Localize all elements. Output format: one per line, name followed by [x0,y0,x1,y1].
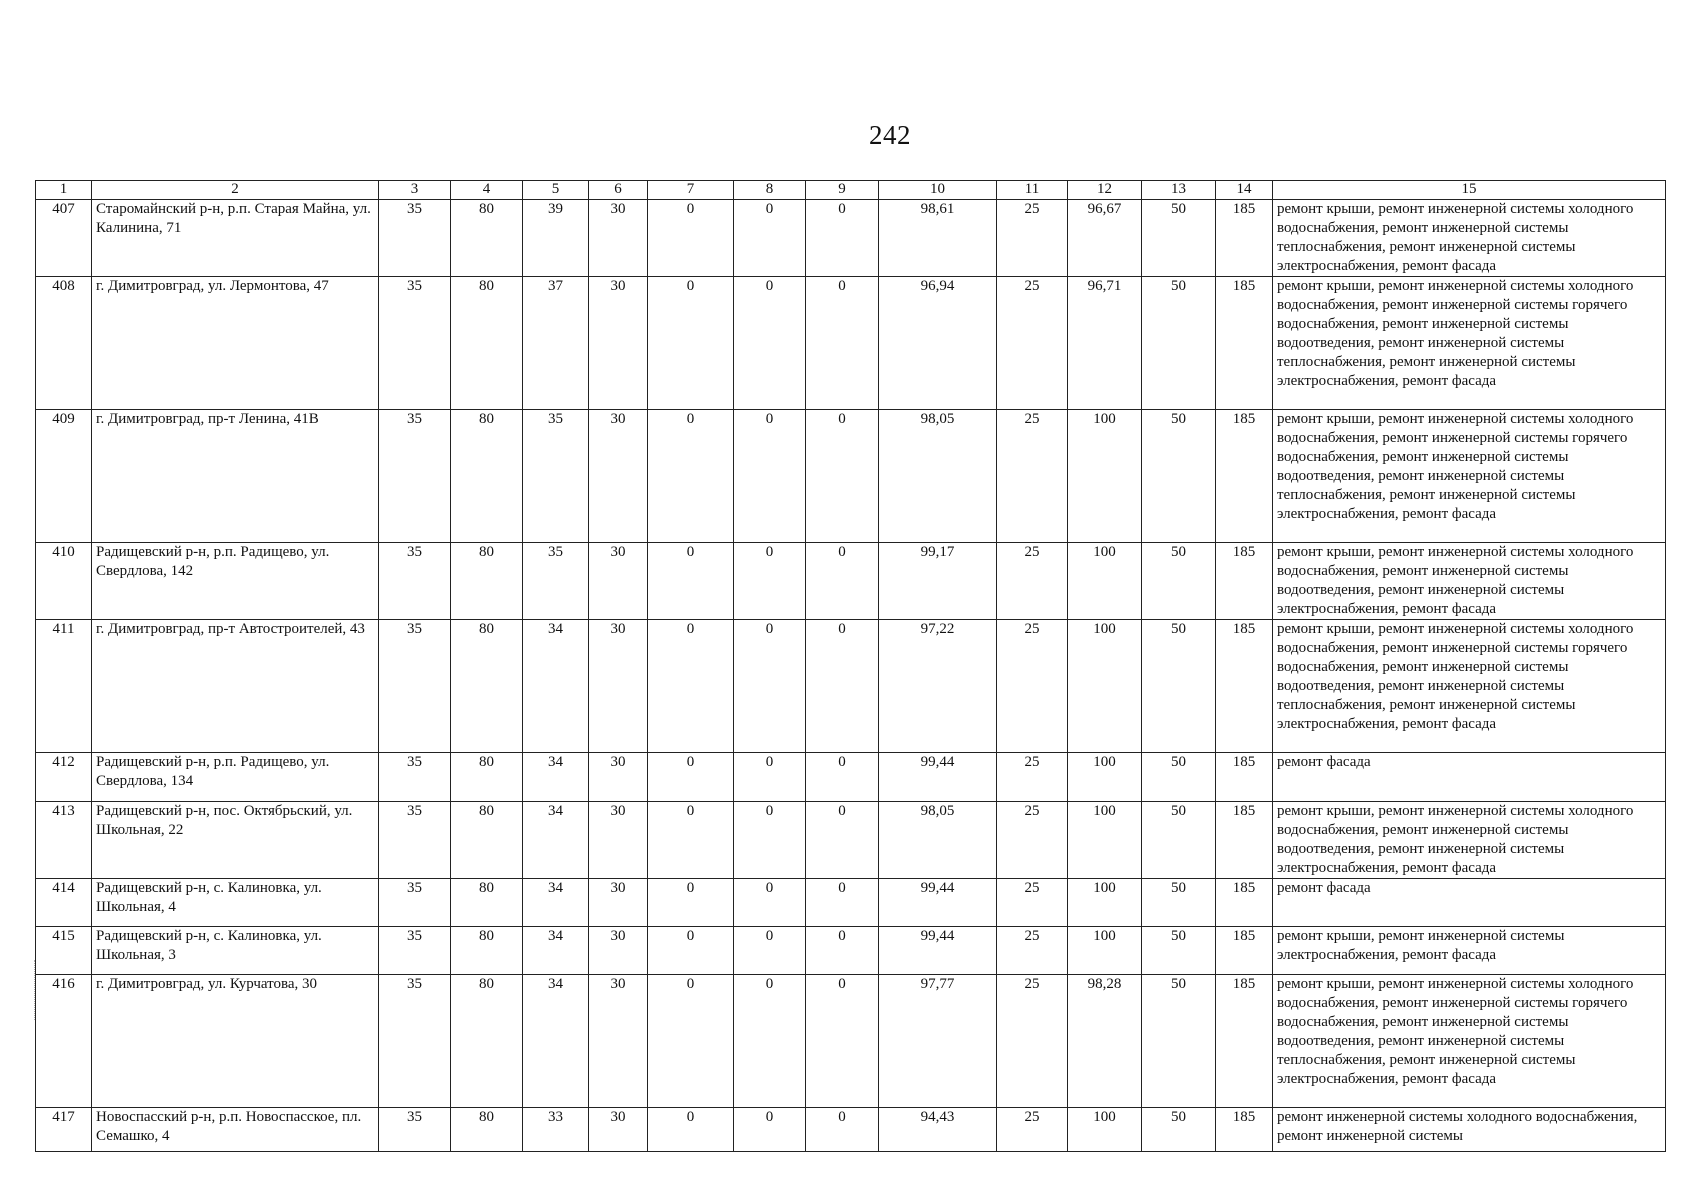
column-header: 8 [734,181,806,200]
column-number-row [36,181,1666,200]
value-cell: 0 [806,802,879,879]
value-cell: 97,22 [879,620,997,753]
value-cell: 25 [997,277,1068,410]
value-cell: 37 [523,277,589,410]
value-cell: 185 [1216,200,1273,277]
column-header: 13 [1142,181,1216,200]
table-row [36,879,1666,927]
value-cell: 185 [1216,410,1273,543]
value-cell: 185 [1216,753,1273,802]
table-row [36,802,1666,879]
row-number: 408 [36,277,92,410]
value-cell: 50 [1142,802,1216,879]
value-cell: 25 [997,879,1068,927]
value-cell: 0 [806,543,879,620]
address-cell: Радищевский р-н, с. Калиновка, ул. Школьная, 4 [92,879,379,927]
value-cell: 185 [1216,543,1273,620]
value-cell: 0 [734,620,806,753]
value-cell: 50 [1142,753,1216,802]
value-cell: 25 [997,410,1068,543]
column-header: 9 [806,181,879,200]
value-cell: 0 [734,277,806,410]
value-cell: 0 [734,879,806,927]
value-cell: 50 [1142,200,1216,277]
value-cell: 35 [379,620,451,753]
value-cell: 185 [1216,620,1273,753]
value-cell: 0 [648,879,734,927]
value-cell: 35 [379,753,451,802]
row-number: 415 [36,927,92,975]
value-cell: 30 [589,620,648,753]
works-cell: ремонт крыши, ремонт инженерной системы электроснабжения, ремонт фасада [1273,927,1666,975]
value-cell: 96,94 [879,277,997,410]
works-cell: ремонт крыши, ремонт инженерной системы холодного водоснабжения, ремонт инженерной системы горячего водоснабжения, ремонт инженерной системы водоотведения, ремонт инженерной системы теплоснабжения, ремонт инженерной системы электроснабжения, ремонт фасада [1273,975,1666,1108]
value-cell: 98,28 [1068,975,1142,1108]
value-cell: 0 [734,802,806,879]
works-cell: ремонт фасада [1273,879,1666,927]
value-cell: 0 [806,410,879,543]
works-cell: ремонт инженерной системы холодного водоснабжения, ремонт инженерной системы [1273,1108,1666,1152]
address-cell: г. Димитровград, пр-т Ленина, 41В [92,410,379,543]
value-cell: 34 [523,975,589,1108]
address-cell: Радищевский р-н, с. Калиновка, ул. Школьная, 3 [92,927,379,975]
value-cell: 100 [1068,543,1142,620]
value-cell: 35 [379,975,451,1108]
value-cell: 25 [997,620,1068,753]
address-cell: г. Димитровград, пр-т Автостроителей, 43 [92,620,379,753]
table-row [36,277,1666,410]
value-cell: 100 [1068,753,1142,802]
table-row [36,1108,1666,1152]
value-cell: 25 [997,1108,1068,1152]
row-number: 413 [36,802,92,879]
value-cell: 34 [523,620,589,753]
value-cell: 34 [523,927,589,975]
value-cell: 0 [648,975,734,1108]
value-cell: 50 [1142,927,1216,975]
value-cell: 30 [589,753,648,802]
value-cell: 0 [806,753,879,802]
page-number: 242 [869,120,911,150]
value-cell: 30 [589,975,648,1108]
value-cell: 50 [1142,879,1216,927]
value-cell: 30 [589,802,648,879]
value-cell: 0 [648,1108,734,1152]
value-cell: 25 [997,802,1068,879]
value-cell: 0 [648,927,734,975]
value-cell: 96,71 [1068,277,1142,410]
value-cell: 0 [734,975,806,1108]
column-header: 1 [36,181,92,200]
value-cell: 0 [648,410,734,543]
value-cell: 80 [451,410,523,543]
value-cell: 30 [589,200,648,277]
value-cell: 30 [589,277,648,410]
value-cell: 0 [734,753,806,802]
value-cell: 34 [523,802,589,879]
value-cell: 80 [451,277,523,410]
column-header: 2 [92,181,379,200]
value-cell: 80 [451,620,523,753]
value-cell: 94,43 [879,1108,997,1152]
row-number: 414 [36,879,92,927]
value-cell: 0 [648,802,734,879]
value-cell: 185 [1216,277,1273,410]
column-header: 15 [1273,181,1666,200]
value-cell: 25 [997,753,1068,802]
works-cell: ремонт крыши, ремонт инженерной системы холодного водоснабжения, ремонт инженерной системы горячего водоснабжения, ремонт инженерной системы водоотведения, ремонт инженерной системы теплоснабжения, ремонт инженерной системы электроснабжения, ремонт фасада [1273,620,1666,753]
column-header: 11 [997,181,1068,200]
value-cell: 185 [1216,1108,1273,1152]
value-cell: 34 [523,753,589,802]
value-cell: 35 [379,1108,451,1152]
address-cell: Радищевский р-н, р.п. Радищево, ул. Свердлова, 142 [92,543,379,620]
value-cell: 30 [589,1108,648,1152]
table-row [36,200,1666,277]
column-header: 4 [451,181,523,200]
value-cell: 39 [523,200,589,277]
value-cell: 25 [997,927,1068,975]
works-cell: ремонт крыши, ремонт инженерной системы холодного водоснабжения, ремонт инженерной системы горячего водоснабжения, ремонт инженерной системы водоотведения, ремонт инженерной системы теплоснабжения, ремонт инженерной системы электроснабжения, ремонт фасада [1273,410,1666,543]
value-cell: 99,44 [879,753,997,802]
value-cell: 0 [806,927,879,975]
value-cell: 35 [379,927,451,975]
value-cell: 0 [648,277,734,410]
row-number: 409 [36,410,92,543]
value-cell: 35 [379,277,451,410]
value-cell: 25 [997,975,1068,1108]
value-cell: 0 [734,200,806,277]
value-cell: 0 [734,410,806,543]
value-cell: 80 [451,927,523,975]
value-cell: 25 [997,200,1068,277]
column-header: 6 [589,181,648,200]
row-number: 417 [36,1108,92,1152]
value-cell: 30 [589,543,648,620]
value-cell: 33 [523,1108,589,1152]
value-cell: 97,77 [879,975,997,1108]
value-cell: 99,17 [879,543,997,620]
house-registry-table [35,180,1666,1152]
value-cell: 25 [997,543,1068,620]
column-header: 10 [879,181,997,200]
value-cell: 34 [523,879,589,927]
value-cell: 0 [648,620,734,753]
column-header: 14 [1216,181,1273,200]
value-cell: 100 [1068,620,1142,753]
value-cell: 35 [379,200,451,277]
value-cell: 50 [1142,277,1216,410]
address-cell: Радищевский р-н, пос. Октябрьский, ул. Школьная, 22 [92,802,379,879]
value-cell: 0 [806,277,879,410]
value-cell: 98,05 [879,802,997,879]
value-cell: 0 [734,1108,806,1152]
value-cell: 0 [806,1108,879,1152]
value-cell: 35 [379,802,451,879]
value-cell: 99,44 [879,927,997,975]
address-cell: Новоспасский р-н, р.п. Новоспасское, пл. Семашко, 4 [92,1108,379,1152]
row-number: 412 [36,753,92,802]
table-row [36,753,1666,802]
value-cell: 80 [451,879,523,927]
value-cell: 185 [1216,802,1273,879]
value-cell: 80 [451,975,523,1108]
value-cell: 35 [379,879,451,927]
row-number: 407 [36,200,92,277]
column-header: 5 [523,181,589,200]
works-cell: ремонт крыши, ремонт инженерной системы холодного водоснабжения, ремонт инженерной системы водоотведения, ремонт инженерной системы электроснабжения, ремонт фасада [1273,802,1666,879]
value-cell: 100 [1068,1108,1142,1152]
value-cell: 185 [1216,975,1273,1108]
address-cell: Радищевский р-н, р.п. Радищево, ул. Свердлова, 134 [92,753,379,802]
table-row [36,410,1666,543]
value-cell: 0 [734,927,806,975]
works-cell: ремонт фасада [1273,753,1666,802]
value-cell: 80 [451,753,523,802]
row-number: 411 [36,620,92,753]
value-cell: 99,44 [879,879,997,927]
value-cell: 35 [379,543,451,620]
value-cell: 100 [1068,410,1142,543]
value-cell: 100 [1068,927,1142,975]
value-cell: 35 [523,410,589,543]
value-cell: 30 [589,410,648,543]
value-cell: 96,67 [1068,200,1142,277]
works-cell: ремонт крыши, ремонт инженерной системы холодного водоснабжения, ремонт инженерной системы водоотведения, ремонт инженерной системы электроснабжения, ремонт фасада [1273,543,1666,620]
value-cell: 80 [451,802,523,879]
address-cell: г. Димитровград, ул. Лермонтова, 47 [92,277,379,410]
value-cell: 0 [806,879,879,927]
table-row [36,620,1666,753]
value-cell: 30 [589,927,648,975]
value-cell: 50 [1142,1108,1216,1152]
table-row [36,927,1666,975]
works-cell: ремонт крыши, ремонт инженерной системы холодного водоснабжения, ремонт инженерной системы горячего водоснабжения, ремонт инженерной системы водоотведения, ремонт инженерной системы теплоснабжения, ремонт инженерной системы электроснабжения, ремонт фасада [1273,277,1666,410]
value-cell: 0 [648,753,734,802]
value-cell: 0 [806,975,879,1108]
value-cell: 50 [1142,410,1216,543]
value-cell: 50 [1142,543,1216,620]
value-cell: 0 [648,543,734,620]
address-cell: Старомайнский р-н, р.п. Старая Майна, ул. Калинина, 71 [92,200,379,277]
value-cell: 30 [589,879,648,927]
value-cell: 0 [806,200,879,277]
value-cell: 0 [648,200,734,277]
value-cell: 185 [1216,879,1273,927]
value-cell: 50 [1142,620,1216,753]
value-cell: 0 [734,543,806,620]
table-row [36,543,1666,620]
value-cell: 80 [451,543,523,620]
value-cell: 80 [451,1108,523,1152]
value-cell: 100 [1068,879,1142,927]
value-cell: 185 [1216,927,1273,975]
value-cell: 100 [1068,802,1142,879]
column-header: 3 [379,181,451,200]
value-cell: 98,05 [879,410,997,543]
works-cell: ремонт крыши, ремонт инженерной системы холодного водоснабжения, ремонт инженерной системы теплоснабжения, ремонт инженерной системы электроснабжения, ремонт фасада [1273,200,1666,277]
address-cell: г. Димитровград, ул. Курчатова, 30 [92,975,379,1108]
value-cell: 35 [379,410,451,543]
row-number: 416 [36,975,92,1108]
value-cell: 98,61 [879,200,997,277]
value-cell: 50 [1142,975,1216,1108]
column-header: 7 [648,181,734,200]
value-cell: 0 [806,620,879,753]
value-cell: 80 [451,200,523,277]
row-number: 410 [36,543,92,620]
column-header: 12 [1068,181,1142,200]
table-row [36,975,1666,1108]
value-cell: 35 [523,543,589,620]
